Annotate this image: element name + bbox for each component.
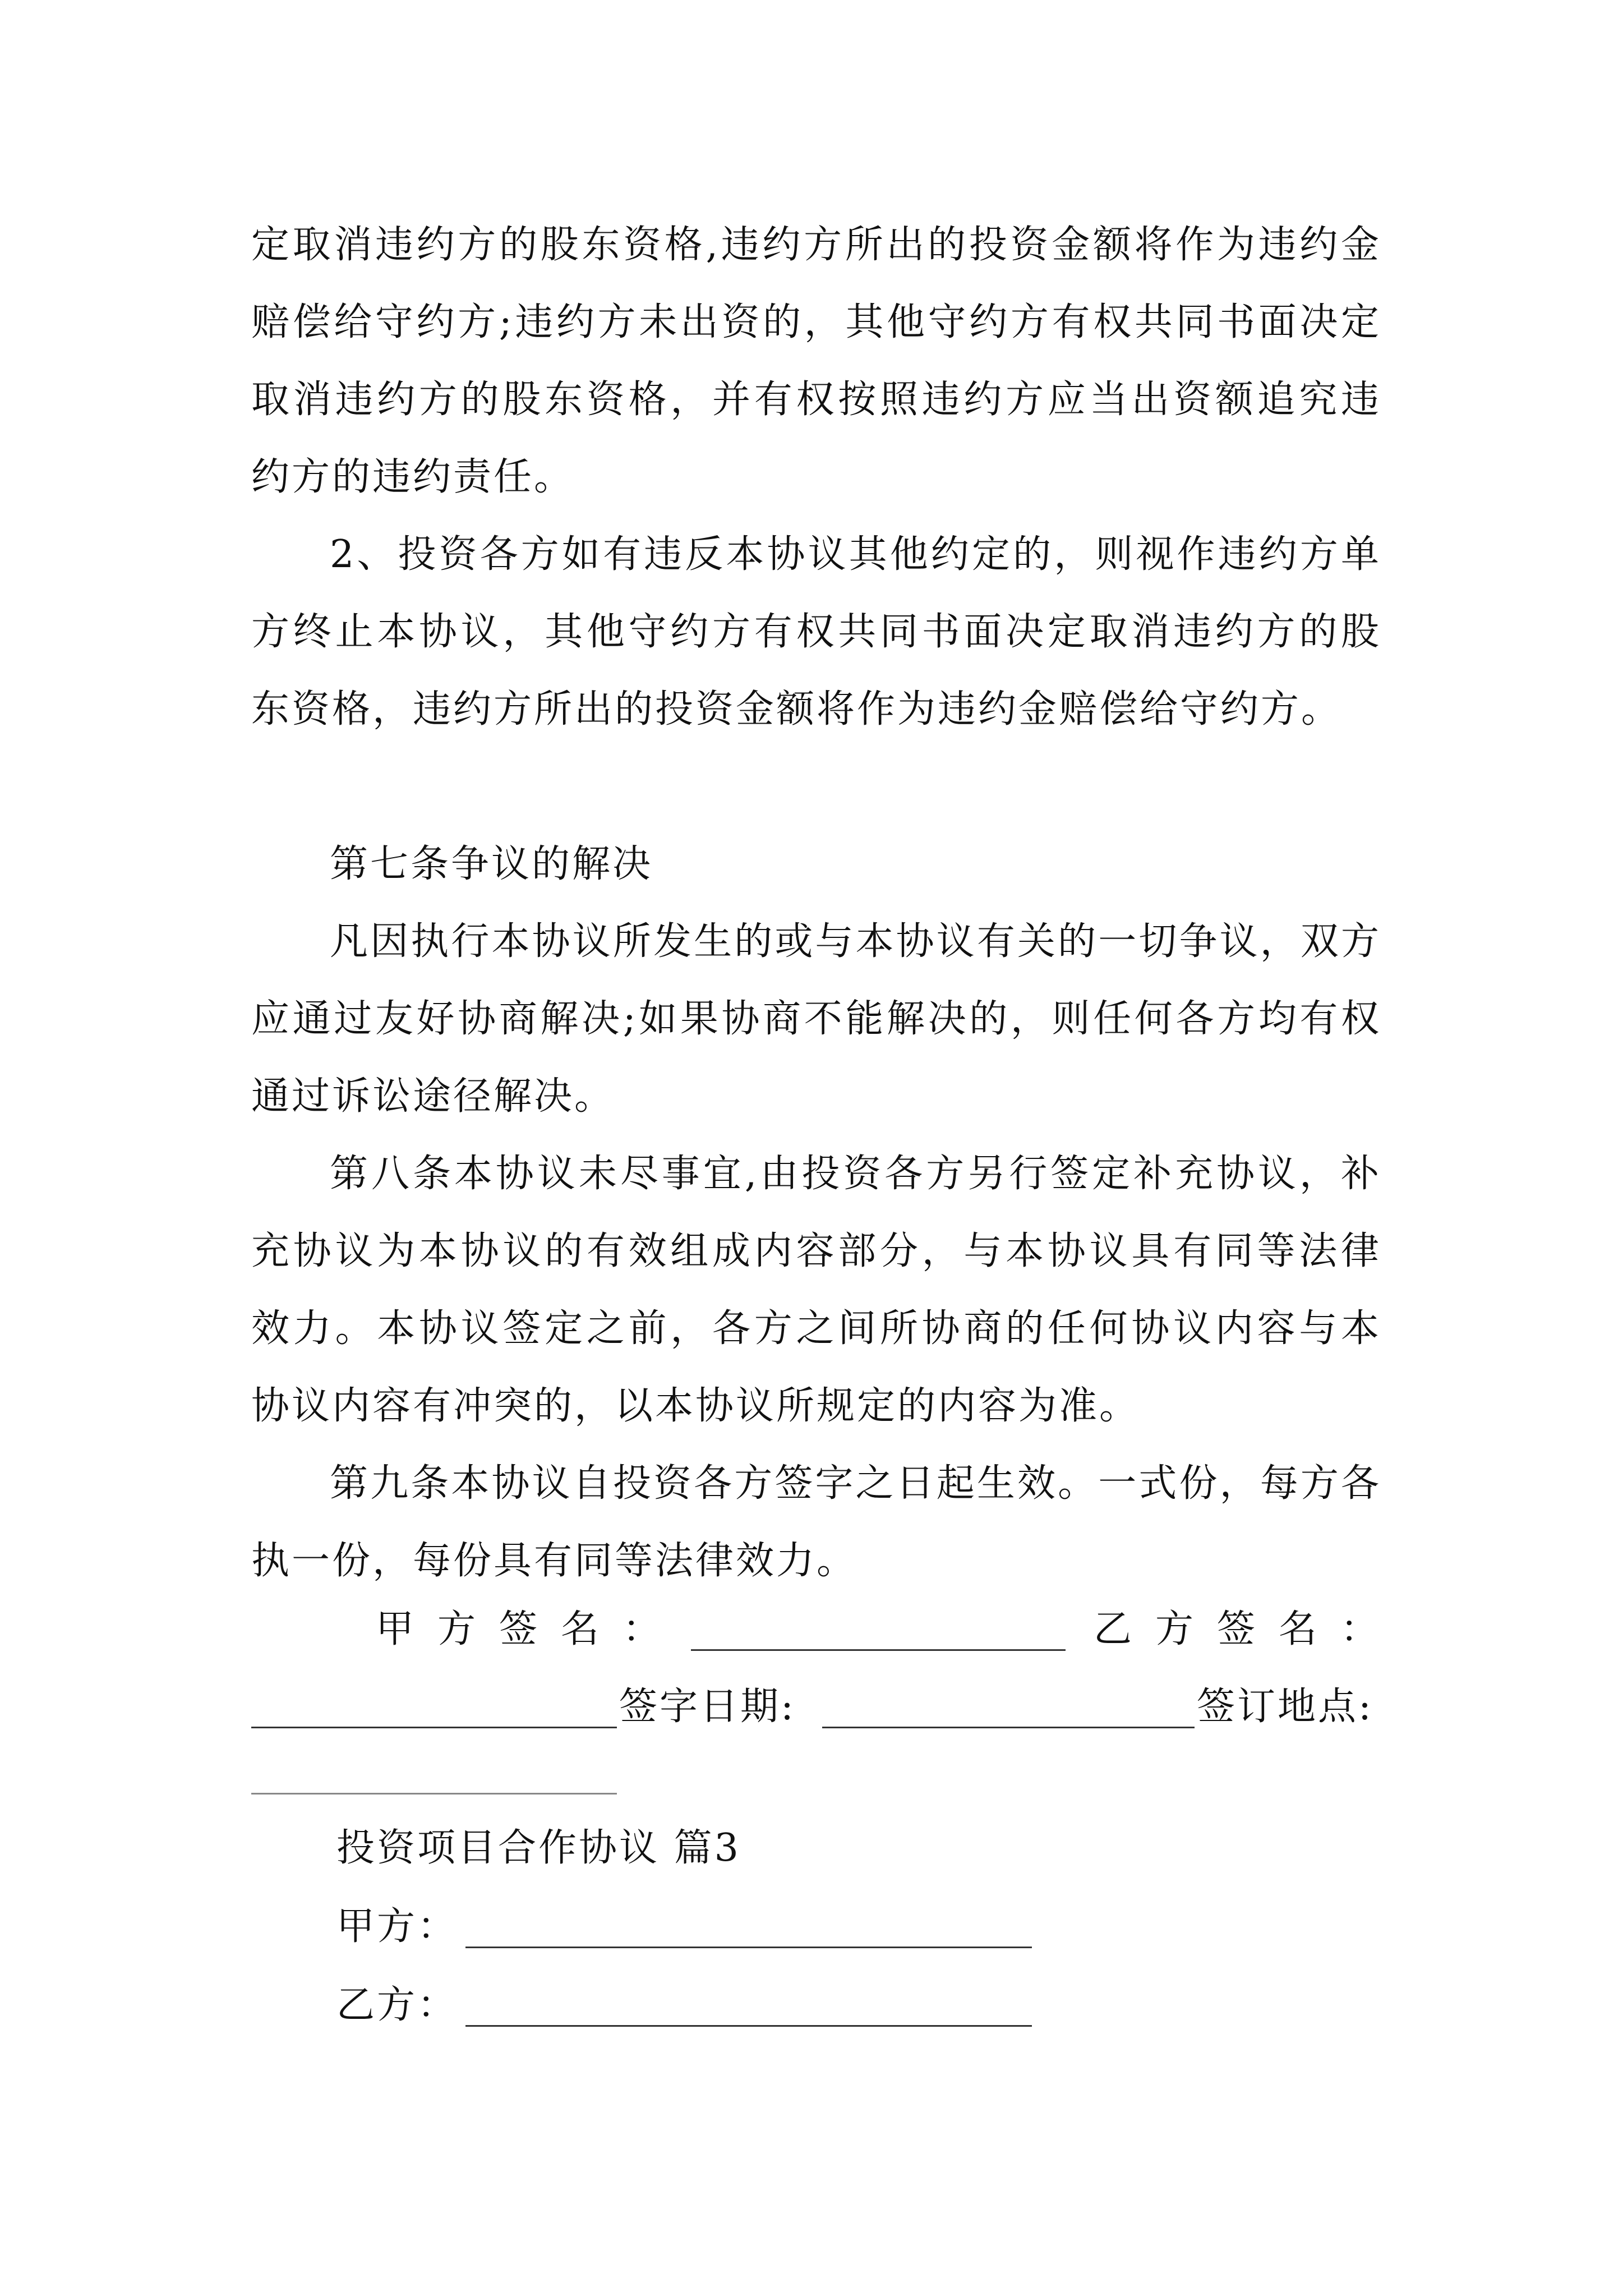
paragraph-dispute-resolution: 凡因执行本协议所发生的或与本协议有关的一切争议，双方应通过友好协商解决;如果协商不能解决的，则任何各方均有权通过诉讼途径解决。 (251, 919, 1381, 1119)
sign-date-label: 签字日期: (619, 1685, 796, 1729)
paragraph-breach-2: 2、投资各方如有违反本协议其他约定的，则视作违约方单方终止本协议，其他守约方有权共同书面决定取消违约方的股东资格，违约方所出的投资金额将作为违约金赔偿给守约方。 (251, 532, 1381, 731)
party-a-label: 甲方： (336, 1904, 458, 1949)
article-7-heading: 第七条争议的解决 (330, 842, 653, 886)
party-b-label: 乙方： (336, 1983, 458, 2027)
party-b-signature-blank[interactable] (251, 1727, 617, 1728)
paragraph-article-8: 第八条本协议未尽事宜,由投资各方另行签定补充协议，补充协议为本协议的有效组成内容部分，与本协议具有同等法律效力。本协议签定之前，各方之间所协商的任何协议内容与本协议内容有冲突的，以本协议所规定的内容为准。 (251, 1152, 1381, 1428)
party-a-signature-label: 甲方签名： (376, 1607, 685, 1651)
party-a-blank[interactable] (465, 1947, 1032, 1948)
section-3-title: 投资项目合作协议 篇3 (336, 1826, 741, 1870)
party-b-signature-label: 乙方签名： (1094, 1607, 1403, 1651)
party-b-blank[interactable] (465, 2025, 1032, 2027)
sign-place-label: 签订地点: (1197, 1685, 1373, 1729)
paragraph-breach-continued: 定取消违约方的股东资格,违约方所出的投资金额将作为违约金赔偿给守约方;违约方未出资的，其他守约方有权共同书面决定取消违约方的股东资格，并有权按照违约方应当出资额追究违约方的违约责任。 (251, 223, 1381, 499)
sign-place-blank[interactable] (251, 1793, 617, 1795)
paragraph-article-9: 第九条本协议自投资各方签字之日起生效。一式份，每方各执一份，每份具有同等法律效力。 (251, 1461, 1381, 1583)
sign-date-blank[interactable] (822, 1727, 1195, 1728)
party-a-signature-blank[interactable] (691, 1649, 1066, 1651)
